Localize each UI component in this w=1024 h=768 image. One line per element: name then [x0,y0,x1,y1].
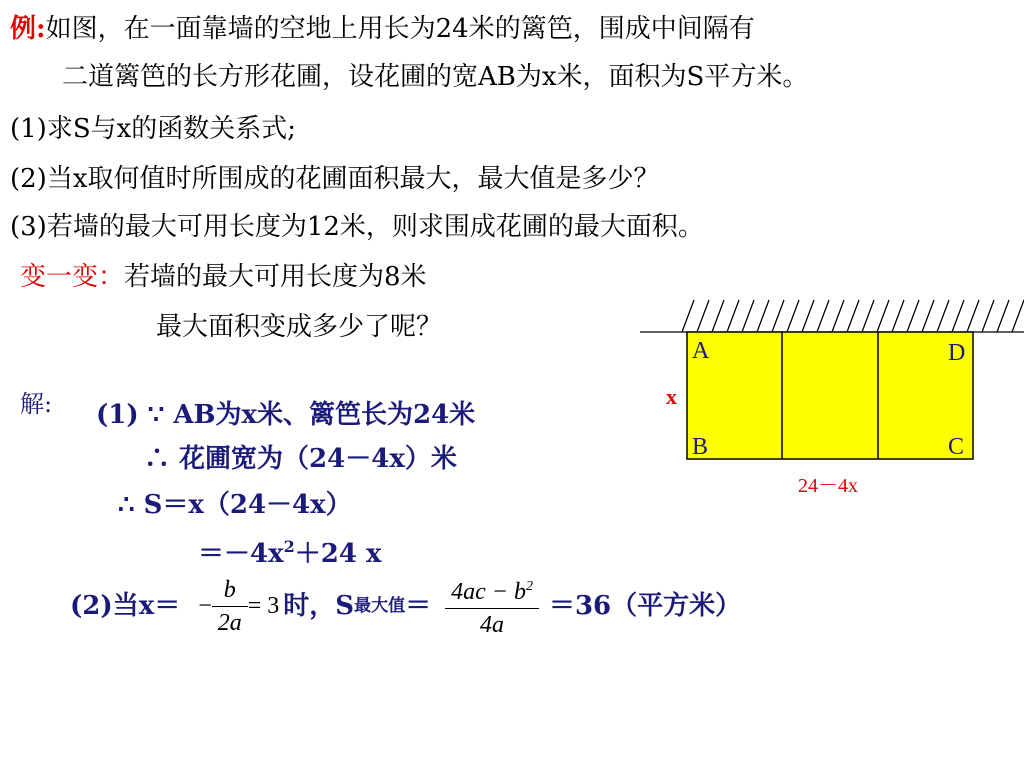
max-fraction-exponent: 2 [525,579,533,594]
example-label: 例: [10,14,46,44]
variant-label: 变一变： [20,262,125,292]
max-fraction-numerator-text: 4ac − b [451,579,526,605]
expansion-suffix: ＋24 x [294,539,382,569]
solution-step-1: (1) ∵ AB为x米、篱笆长为24米 [96,400,476,430]
problem-line-1 [10,14,755,44]
vertex-value: = 3 [247,593,280,619]
square-exponent: 2 [283,537,295,556]
question-2: (2)当x取何值时所围成的花圃面积最大，最大值是多少？ [10,164,660,194]
variant-text-1: 若墙的最大可用长度为8米 [124,262,427,292]
max-fraction-numerator [445,573,539,606]
frac1-sign: − [198,593,212,619]
expansion-prefix: ＝－4x [198,539,284,569]
max-area-result: ＝36（平方米） [548,591,742,621]
question-1: (1)求S与x的函数关系式; [10,114,297,144]
max-value-subscript: 最大值 [354,596,406,616]
vertex-fraction [212,576,248,637]
solution-label: 解: [20,390,53,418]
vertex-a-label: A [692,338,710,364]
solution-step-4 [198,532,381,569]
garden-diagram [630,292,1024,502]
vertex-b-label: B [692,434,709,460]
vertex-d-label: D [948,340,966,366]
max-fraction [445,573,539,639]
max-fraction-denominator: 4a [480,612,505,638]
variant-line-2: 最大面积变成多少了呢？ [156,312,443,342]
variant-line-1 [20,262,427,292]
width-x-label: x [666,384,677,409]
garden-rectangle [687,332,973,459]
part-2-prefix: (2)当x＝ [70,591,181,621]
problem-text-1: 如图，在一面靠墙的空地上用长为24米的篱笆，围成中间隔有 [45,14,755,44]
solution-step-2: ∴ 花圃宽为（24－4x）米 [144,444,457,474]
solution-part-2 [70,565,741,647]
question-3: (3)若墙的最大可用长度为12米，则求围成花圃的最大面积。 [10,212,704,242]
vertex-c-label: C [948,434,965,460]
vertex-fraction-denominator: 2a [217,609,242,636]
length-label: 24－4x [798,475,858,497]
wall-hatching [640,300,1024,332]
solution-step-3: ∴ S＝x（24－4x） [118,490,352,520]
vertex-fraction-numerator: b [223,576,236,603]
problem-line-2: 二道篱笆的长方形花圃，设花圃的宽AB为x米，面积为S平方米。 [62,62,809,92]
part-2-mid: 时，S [283,591,355,621]
part-2-equals: ＝ [405,591,432,621]
